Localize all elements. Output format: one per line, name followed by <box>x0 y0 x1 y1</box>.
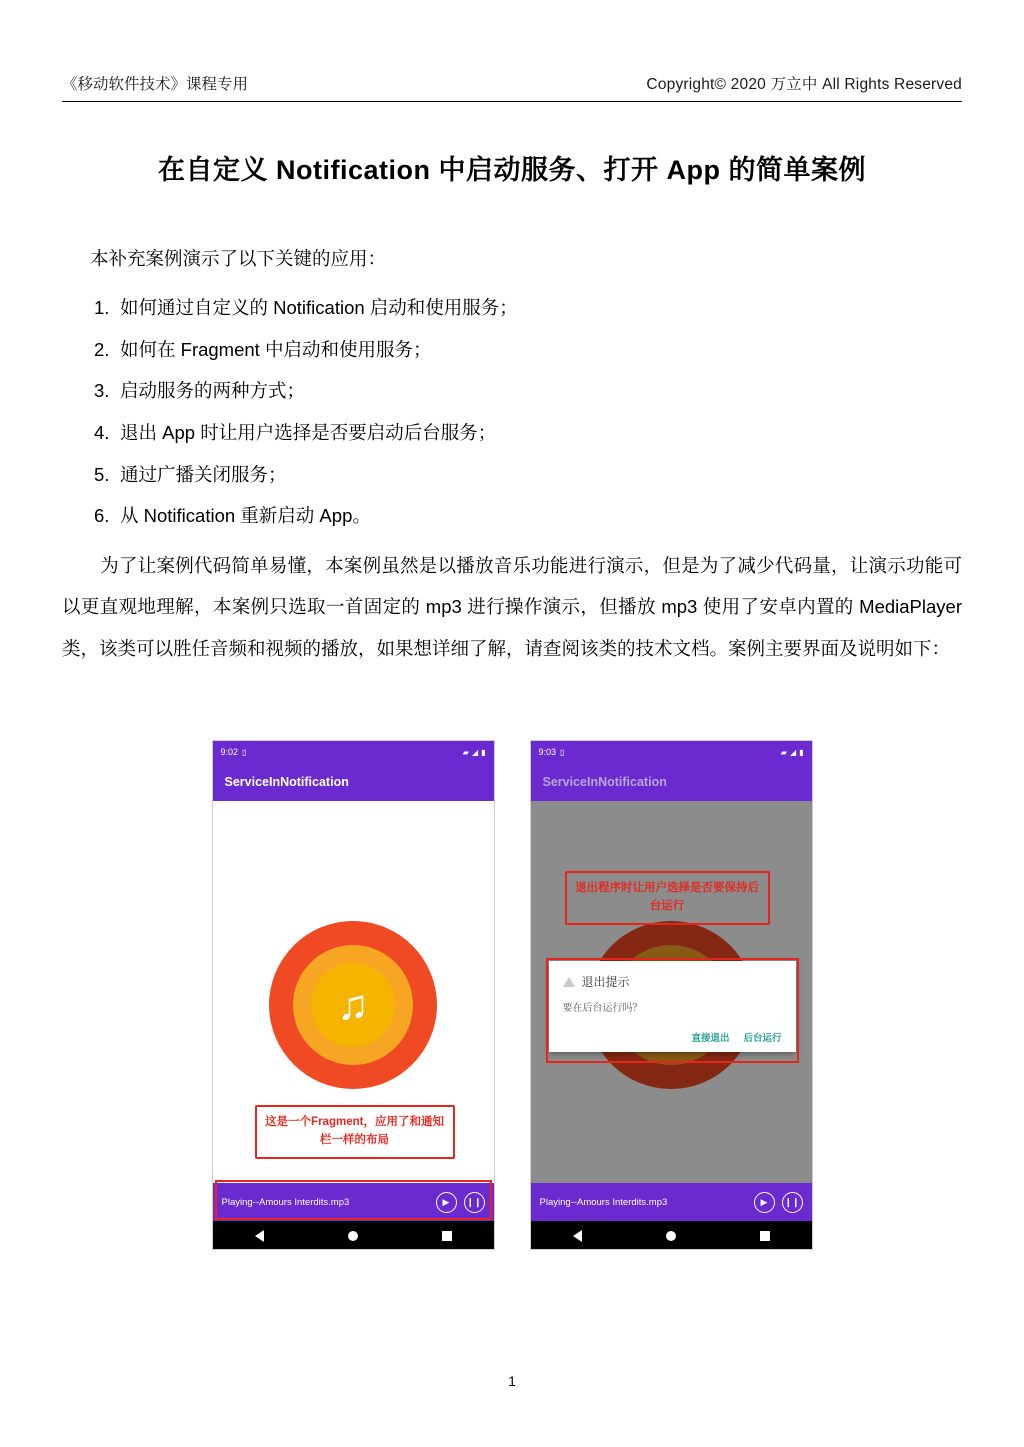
wifi-icon: ▰ <box>462 747 469 757</box>
battery-icon: ▮ <box>481 747 486 757</box>
player-track-label: Playing--Amours Interdits.mp3 <box>539 1196 668 1208</box>
body-paragraph-text: 为了让案例代码简单易懂，本案例虽然是以播放音乐功能进行演示，但是为了减少代码量，让演示功能可以更直观地理解，本案例只选取一首固定的 mp3 进行操作演示，但播放 mp3 使用了安卓内置的 MediaPlayer 类，该类可以胜任音频和视频的播放，如果想详细了解，请查阅该类的技术文档。案例主要界面及说明如下： <box>62 554 962 659</box>
document-body <box>62 240 962 670</box>
list-item-text: 退出 App 时让用户选择是否要启动后台服务； <box>120 421 497 443</box>
recents-icon[interactable] <box>760 1231 770 1241</box>
header-copyright: Copyright© 2020 万立中 All Rights Reserved <box>646 76 962 93</box>
notification-icon: ▯ <box>560 747 565 757</box>
player-track-label: Playing--Amours Interdits.mp3 <box>221 1196 350 1208</box>
page-title: 在自定义 Notification 中启动服务、打开 App 的简单案例 <box>158 155 866 185</box>
android-nav-bar <box>213 1221 494 1250</box>
play-icon[interactable]: ▶ <box>754 1192 775 1213</box>
phone-content-right <box>531 801 812 1221</box>
app-bar-title: ServiceInNotification <box>224 775 349 789</box>
status-bar-left <box>539 747 565 757</box>
home-icon[interactable] <box>348 1231 358 1241</box>
body-paragraph <box>62 545 962 670</box>
status-bar <box>531 741 812 763</box>
intro-line: 本补充案例演示了以下关键的应用： <box>90 248 387 269</box>
pause-icon[interactable]: ❙❙ <box>782 1192 803 1213</box>
dialog-message: 要在后台运行吗？ <box>562 1003 643 1014</box>
play-icon[interactable]: ▶ <box>436 1192 457 1213</box>
status-time: 9:03 <box>538 747 557 757</box>
list-item-number: 3. <box>94 380 110 402</box>
player-controls <box>754 1192 803 1213</box>
wifi-icon: ▰ <box>780 747 787 757</box>
list-item <box>94 370 962 412</box>
dialog-title-row <box>563 973 782 990</box>
annotation-fragment-note: 这是一个Fragment，应用了和通知栏一样的布局 <box>255 1105 455 1159</box>
dialog-background-button[interactable]: 后台运行 <box>743 1033 782 1044</box>
disc-outer-ring <box>269 921 437 1089</box>
phone-screenshot-left <box>212 740 495 1250</box>
status-bar-right <box>781 748 804 757</box>
list-item-number: 5. <box>94 463 110 485</box>
signal-icon: ◢ <box>789 747 797 757</box>
list-item <box>94 495 962 537</box>
home-icon[interactable] <box>666 1231 676 1241</box>
exit-dialog <box>549 961 796 1052</box>
dialog-actions <box>563 1030 782 1044</box>
phone-screenshot-right <box>530 740 813 1250</box>
list-item-text: 如何通过自定义的 Notification 启动和使用服务； <box>120 297 518 318</box>
dialog-exit-button[interactable]: 直接退出 <box>691 1033 730 1044</box>
list-item-number: 4. <box>94 421 110 443</box>
album-art <box>213 921 494 1089</box>
android-nav-bar <box>531 1221 812 1250</box>
music-note-icon: ♫ <box>311 963 395 1047</box>
header-divider <box>62 101 962 102</box>
warning-icon <box>563 977 575 987</box>
list-item-text: 通过广播关闭服务； <box>120 463 287 485</box>
notification-icon: ▯ <box>242 747 247 757</box>
list-item <box>94 287 962 329</box>
list-item <box>94 454 962 496</box>
list-item-number: 2. <box>94 338 110 360</box>
status-bar-right <box>463 748 486 757</box>
header-left-text: 《移动软件技术》课程专用 <box>62 76 249 93</box>
phone-content-left <box>213 801 494 1221</box>
player-bar <box>213 1183 494 1221</box>
annotation-exit-note: 退出程序时让用户选择是否要保持后台运行 <box>565 871 770 925</box>
app-bar <box>213 763 494 801</box>
app-bar-title: ServiceInNotification <box>542 775 667 789</box>
disc-middle-ring <box>293 945 413 1065</box>
recents-icon[interactable] <box>442 1231 452 1241</box>
status-bar-left <box>221 747 247 757</box>
battery-icon: ▮ <box>799 747 804 757</box>
pause-icon[interactable]: ❙❙ <box>464 1192 485 1213</box>
key-points-list <box>62 287 962 537</box>
list-item-text: 从 Notification 重新启动 App。 <box>120 505 371 527</box>
back-icon[interactable] <box>573 1230 582 1242</box>
status-bar <box>213 741 494 763</box>
page-header <box>62 72 962 94</box>
list-item-text: 如何在 Fragment 中启动和使用服务； <box>120 338 432 360</box>
player-controls <box>436 1192 485 1213</box>
list-item <box>94 329 962 371</box>
page-number: 1 <box>508 1373 516 1389</box>
signal-icon: ◢ <box>471 747 479 757</box>
dialog-title: 退出提示 <box>581 975 630 989</box>
back-icon[interactable] <box>255 1230 264 1242</box>
list-item-number: 1. <box>94 297 110 318</box>
app-bar <box>531 763 812 801</box>
list-item-number: 6. <box>94 505 110 527</box>
player-bar <box>531 1183 812 1221</box>
status-time: 9:02 <box>220 747 239 757</box>
screenshot-figures <box>0 740 1024 1250</box>
list-item <box>94 412 962 454</box>
list-item-text: 启动服务的两种方式； <box>120 380 306 402</box>
